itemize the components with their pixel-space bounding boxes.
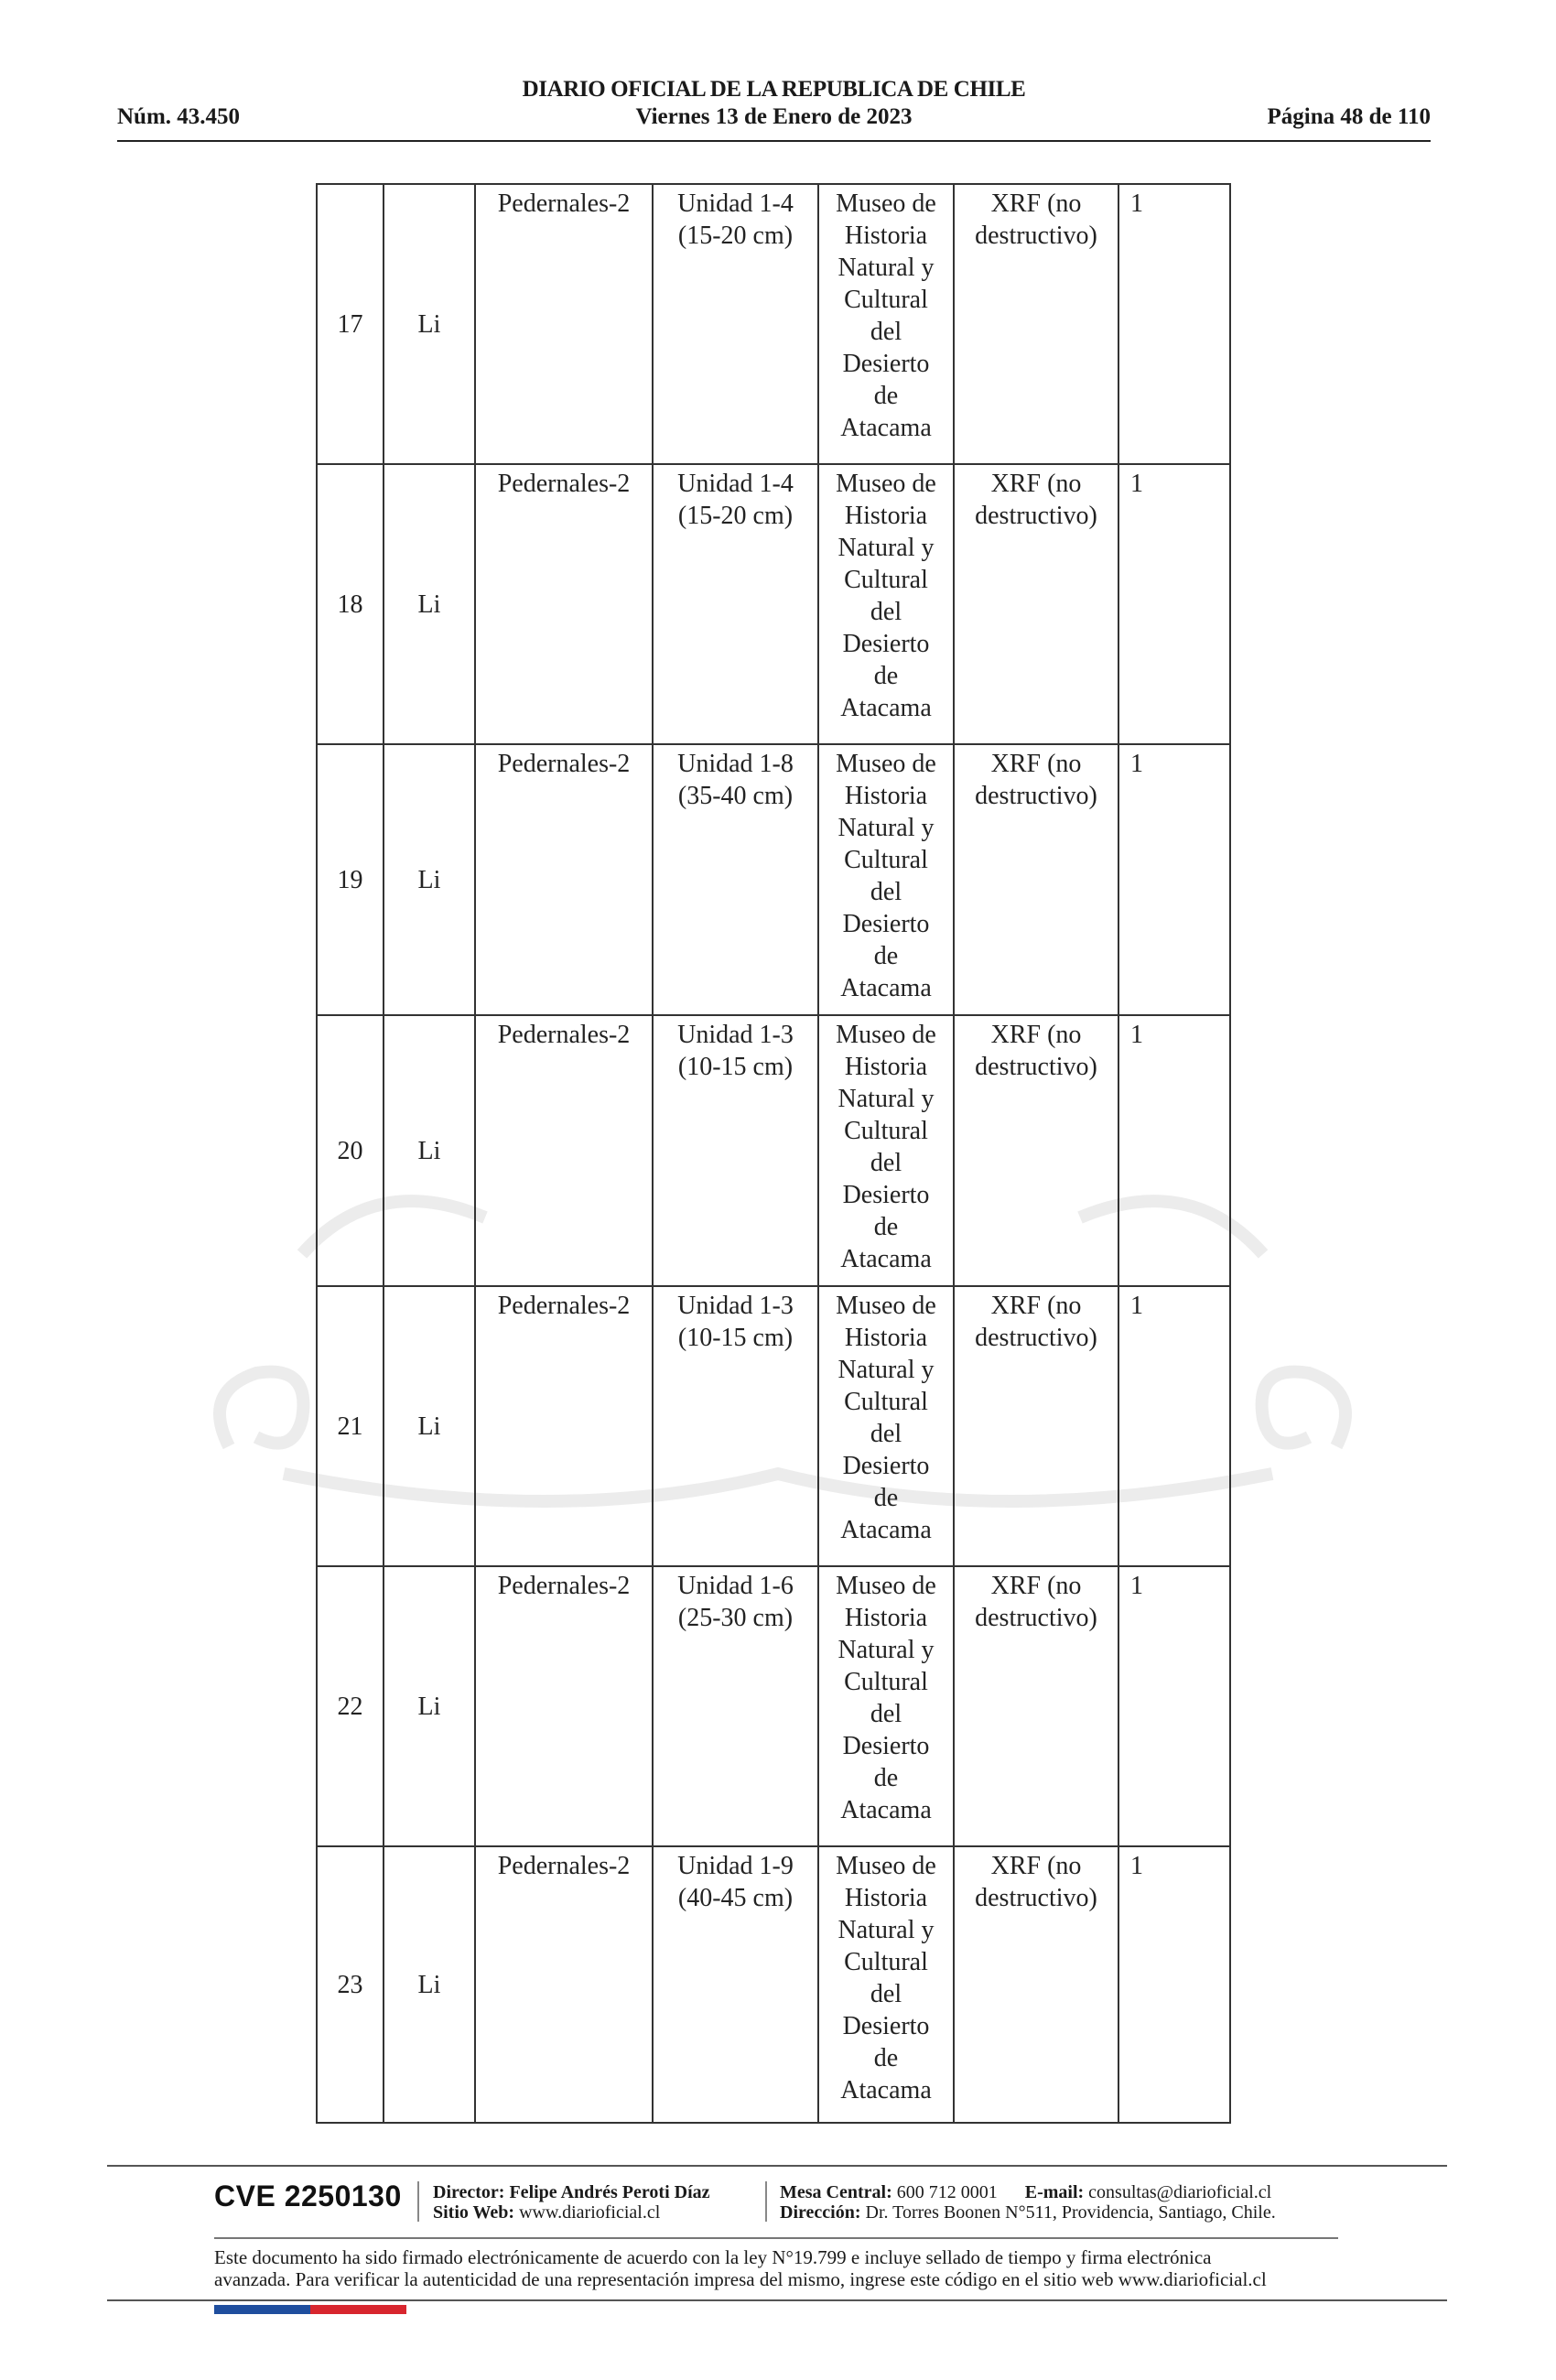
cell-number: 17 [317, 184, 384, 464]
cell-museum-line: Cultural [844, 566, 928, 594]
cell-museum-line: Museo de [836, 1292, 936, 1320]
cell-unit-line: Unidad 1-4 [677, 189, 794, 218]
cell-unit-line: (35-40 cm) [677, 782, 794, 810]
cell-analysis [954, 1286, 1118, 1566]
cell-unit-line: Unidad 1-3 [677, 1021, 794, 1049]
cell-museum-line: Atacama [840, 1796, 932, 1824]
cell-museum-line: de [873, 942, 899, 970]
phone-number: 600 712 0001 [896, 2182, 998, 2202]
table-row [317, 464, 1230, 744]
newspaper-title: DIARIO OFICIAL DE LA REPUBLICA DE CHILE [522, 77, 1026, 102]
director-name: Felipe Andrés Peroti Díaz [509, 2182, 710, 2202]
cell-number: 19 [317, 744, 384, 1015]
cell-museum-line: de [873, 2044, 899, 2072]
legal-notice-line: Este documento ha sido firmado electrónicamente de acuerdo con la ley N°19.799 e incluye sellado de tiempo y firma electrónica [214, 2246, 1212, 2268]
cell-unit-line: Unidad 1-3 [677, 1292, 794, 1320]
cell-museum-line: Natural y [837, 1636, 935, 1664]
cell-museum-line: Museo de [836, 1021, 936, 1049]
cell-unit [653, 1286, 818, 1566]
cell-quantity: 1 [1118, 464, 1230, 744]
cell-museum-line: Atacama [840, 1516, 932, 1544]
cell-museum-line: Historia [844, 1604, 928, 1632]
website-label: Sitio Web: [433, 2202, 515, 2223]
cell-number: 20 [317, 1015, 384, 1286]
cell-museum-line: de [873, 1213, 899, 1241]
cell-museum-line: Historia [844, 502, 928, 530]
footer-separator [417, 2181, 419, 2222]
flag-red-segment [310, 2305, 406, 2314]
cell-museum-line: Desierto [842, 630, 930, 658]
cell-museum-line: Atacama [840, 2076, 932, 2104]
cell-quantity: 1 [1118, 1286, 1230, 1566]
cell-museum-line: Cultural [844, 1388, 928, 1416]
samples-table-body [317, 184, 1230, 2123]
cell-museum-line: Natural y [837, 1916, 935, 1944]
cell-museum-line: Historia [844, 1053, 928, 1081]
cell-museum-line: Desierto [842, 1732, 930, 1760]
cell-museum [818, 1286, 954, 1566]
cell-type: Li [384, 1286, 475, 1566]
cell-site: Pedernales-2 [475, 744, 653, 1015]
cell-type: Li [384, 464, 475, 744]
chile-flag-stripe [214, 2305, 406, 2314]
cell-museum-line: del [870, 1420, 902, 1448]
page-header [117, 73, 1431, 143]
cell-quantity: 1 [1118, 1566, 1230, 1846]
cell-site: Pedernales-2 [475, 1846, 653, 2123]
cell-museum-line: Museo de [836, 189, 936, 218]
cell-analysis-line: XRF (no [990, 189, 1082, 218]
cve-code: CVE 2250130 [214, 2180, 402, 2212]
cell-quantity: 1 [1118, 744, 1230, 1015]
cell-number: 22 [317, 1566, 384, 1846]
legal-notice-line: avanzada. Para verificar la autenticidad de una representación impresa del mismo, ingrese este código en el sitio web www.diarioficial.cl [214, 2268, 1267, 2290]
cell-museum [818, 1566, 954, 1846]
cell-museum [818, 184, 954, 464]
phone-label: Mesa Central: [780, 2182, 892, 2202]
address-text: Dr. Torres Boonen N°511, Providencia, Santiago, Chile. [865, 2202, 1276, 2223]
cell-museum-line: Historia [844, 222, 928, 250]
flag-blue-segment [214, 2305, 310, 2314]
table-row [317, 1015, 1230, 1286]
address-label: Dirección: [780, 2202, 861, 2223]
cell-museum-line: Desierto [842, 910, 930, 938]
cell-unit [653, 744, 818, 1015]
cell-site: Pedernales-2 [475, 1286, 653, 1566]
cell-site: Pedernales-2 [475, 1566, 653, 1846]
cell-museum-line: Desierto [842, 1181, 930, 1209]
cell-unit [653, 1566, 818, 1846]
page-number: Página 48 de 110 [1267, 104, 1431, 129]
cell-analysis-line: destructivo) [975, 502, 1097, 530]
cell-analysis-line: XRF (no [990, 470, 1082, 498]
director-label: Director: [433, 2182, 505, 2202]
cell-analysis-line: destructivo) [975, 1604, 1097, 1632]
cell-type: Li [384, 1015, 475, 1286]
cell-site: Pedernales-2 [475, 1015, 653, 1286]
cell-analysis-line: destructivo) [975, 1324, 1097, 1352]
cell-type: Li [384, 1846, 475, 2123]
cell-unit-line: (15-20 cm) [677, 502, 794, 530]
cell-unit-line: (15-20 cm) [677, 222, 794, 250]
cell-museum [818, 1015, 954, 1286]
cell-analysis-line: destructivo) [975, 782, 1097, 810]
footer-contact-block [780, 2182, 1276, 2223]
cell-unit-line: (10-15 cm) [677, 1053, 794, 1081]
cell-museum-line: Atacama [840, 414, 932, 442]
cell-museum-line: Desierto [842, 2012, 930, 2040]
email-link[interactable]: consultas@diarioficial.cl [1088, 2182, 1272, 2202]
issue-number: Núm. 43.450 [117, 104, 241, 129]
cell-museum [818, 744, 954, 1015]
cell-museum-line: Natural y [837, 814, 935, 842]
cell-museum-line: de [873, 382, 899, 410]
cell-museum-line: Cultural [844, 1668, 928, 1696]
samples-table [316, 183, 1231, 2124]
cell-analysis [954, 744, 1118, 1015]
cell-unit [653, 1846, 818, 2123]
table-row [317, 1846, 1230, 2123]
cell-unit-line: Unidad 1-6 [677, 1572, 794, 1600]
cell-analysis [954, 1846, 1118, 2123]
cell-museum-line: Museo de [836, 470, 936, 498]
cell-museum-line: del [870, 598, 902, 626]
cell-museum-line: Museo de [836, 750, 936, 778]
table-row [317, 744, 1230, 1015]
footer-mid-rule [214, 2237, 1338, 2239]
website-link[interactable]: www.diarioficial.cl [519, 2202, 661, 2223]
cell-unit-line: (25-30 cm) [677, 1604, 794, 1632]
cell-analysis [954, 1566, 1118, 1846]
cell-analysis-line: XRF (no [990, 1021, 1082, 1049]
cell-museum-line: Museo de [836, 1572, 936, 1600]
cell-analysis-line: destructivo) [975, 1053, 1097, 1081]
cell-number: 21 [317, 1286, 384, 1566]
samples-table-container [316, 183, 1229, 2116]
cell-number: 23 [317, 1846, 384, 2123]
cell-quantity: 1 [1118, 184, 1230, 464]
cell-analysis-line: XRF (no [990, 750, 1082, 778]
footer-bottom-rule [107, 2299, 1447, 2301]
footer-separator [765, 2181, 767, 2222]
table-row [317, 1566, 1230, 1846]
cell-museum-line: Cultural [844, 846, 928, 874]
cell-number: 18 [317, 464, 384, 744]
email-label: E-mail: [1024, 2182, 1085, 2202]
cell-museum-line: del [870, 1980, 902, 2008]
cell-quantity: 1 [1118, 1015, 1230, 1286]
cell-museum [818, 1846, 954, 2123]
cell-museum-line: Historia [844, 1324, 928, 1352]
cell-museum-line: Museo de [836, 1852, 936, 1880]
footer-top-rule [107, 2165, 1447, 2167]
cell-analysis-line: XRF (no [990, 1292, 1082, 1320]
cell-museum-line: Atacama [840, 694, 932, 722]
cell-unit [653, 464, 818, 744]
table-row [317, 1286, 1230, 1566]
table-row [317, 184, 1230, 464]
header-divider [117, 140, 1431, 142]
cell-museum-line: Atacama [840, 974, 932, 1002]
cell-museum-line: de [873, 1764, 899, 1792]
cell-analysis-line: XRF (no [990, 1572, 1082, 1600]
cell-museum-line: Cultural [844, 1948, 928, 1976]
cell-unit-line: Unidad 1-8 [677, 750, 794, 778]
cell-analysis-line: destructivo) [975, 222, 1097, 250]
legal-notice [214, 2246, 1367, 2290]
footer-director-block [433, 2182, 710, 2223]
cell-museum-line: Natural y [837, 1356, 935, 1384]
cell-museum-line: Natural y [837, 254, 935, 282]
cell-museum-line: Atacama [840, 1245, 932, 1273]
cell-type: Li [384, 744, 475, 1015]
cell-unit-line: Unidad 1-4 [677, 470, 794, 498]
cell-museum-line: Cultural [844, 1117, 928, 1145]
cell-unit-line: (10-15 cm) [677, 1324, 794, 1352]
cell-museum-line: Natural y [837, 1085, 935, 1113]
cell-museum [818, 464, 954, 744]
issue-date: Viernes 13 de Enero de 2023 [635, 104, 913, 129]
cell-museum-line: Cultural [844, 286, 928, 314]
cell-analysis [954, 1015, 1118, 1286]
cell-museum-line: Historia [844, 782, 928, 810]
cell-type: Li [384, 1566, 475, 1846]
cell-analysis-line: destructivo) [975, 1884, 1097, 1912]
cell-analysis-line: XRF (no [990, 1852, 1082, 1880]
cell-museum-line: Natural y [837, 534, 935, 562]
cell-unit [653, 184, 818, 464]
cell-museum-line: del [870, 318, 902, 346]
cell-unit-line: (40-45 cm) [677, 1884, 794, 1912]
cell-museum-line: Desierto [842, 1452, 930, 1480]
cell-unit [653, 1015, 818, 1286]
cell-museum-line: del [870, 878, 902, 906]
cell-site: Pedernales-2 [475, 464, 653, 744]
cell-museum-line: Desierto [842, 350, 930, 378]
cell-museum-line: de [873, 1484, 899, 1512]
cell-museum-line: de [873, 662, 899, 690]
cell-museum-line: Historia [844, 1884, 928, 1912]
cell-museum-line: del [870, 1149, 902, 1177]
cell-museum-line: del [870, 1700, 902, 1728]
cell-analysis [954, 184, 1118, 464]
cell-analysis [954, 464, 1118, 744]
cell-type: Li [384, 184, 475, 464]
cell-site: Pedernales-2 [475, 184, 653, 464]
cell-unit-line: Unidad 1-9 [677, 1852, 794, 1880]
cell-quantity: 1 [1118, 1846, 1230, 2123]
